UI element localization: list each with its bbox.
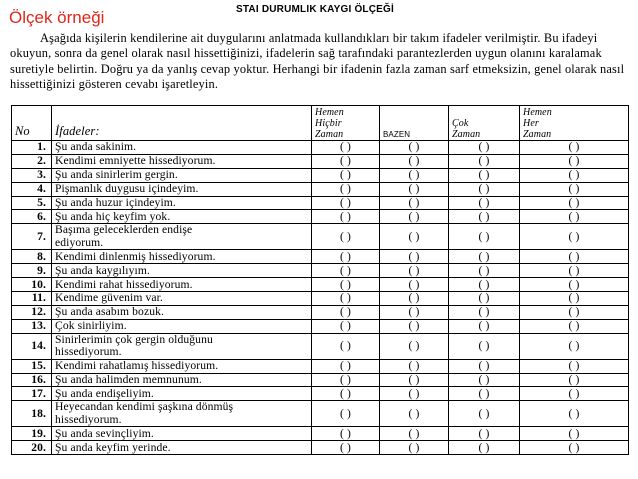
header-option-2 — [380, 106, 449, 141]
item-statement-line: Şu anda sakinim. — [55, 140, 137, 154]
table-row — [12, 210, 629, 224]
response-option-1[interactable]: ( ) — [312, 182, 380, 196]
response-option-1[interactable]: ( ) — [312, 305, 380, 319]
item-statement-line: Şu anda asabım bozuk. — [55, 305, 164, 319]
response-option-4[interactable]: ( ) — [520, 168, 629, 182]
document-title: STAI DURUMLIK KAYGI ÖLÇEĞİ — [236, 4, 394, 15]
item-statement-line: Heyecandan kendimi şaşkına dönmüş — [55, 400, 234, 414]
table-row — [12, 278, 629, 292]
table-row — [12, 441, 629, 455]
item-number: 14. — [12, 333, 52, 359]
response-option-1[interactable]: ( ) — [312, 333, 380, 359]
item-statement — [52, 196, 312, 210]
item-statement — [52, 250, 312, 264]
table-row — [12, 359, 629, 373]
item-number: 5. — [12, 196, 52, 210]
table-row — [12, 387, 629, 401]
item-statement — [52, 427, 312, 441]
response-option-4[interactable]: ( ) — [520, 401, 629, 427]
item-number: 18. — [12, 401, 52, 427]
table-row — [12, 154, 629, 168]
response-option-1[interactable]: ( ) — [312, 196, 380, 210]
item-number: 1. — [12, 141, 52, 155]
response-option-4[interactable]: ( ) — [520, 373, 629, 387]
response-option-4[interactable]: ( ) — [520, 305, 629, 319]
item-number: 3. — [12, 168, 52, 182]
slide-title: Ölçek örneği — [9, 8, 105, 27]
item-statement-line: Sinirlerimin çok gergin olduğunu — [55, 332, 213, 346]
item-statement-line: hissediyorum. — [55, 345, 122, 359]
response-option-3[interactable]: ( ) — [449, 210, 520, 224]
response-option-3[interactable]: ( ) — [449, 387, 520, 401]
item-statement-line: hissediyorum. — [55, 412, 122, 426]
response-option-1[interactable]: ( ) — [312, 359, 380, 373]
item-number: 4. — [12, 182, 52, 196]
response-option-1[interactable]: ( ) — [312, 292, 380, 306]
response-option-2[interactable]: ( ) — [380, 154, 449, 168]
item-statement — [52, 305, 312, 319]
response-option-1[interactable]: ( ) — [312, 441, 380, 455]
item-statement — [52, 224, 312, 250]
item-statement-line: Şu anda hiç keyfim yok. — [55, 209, 171, 223]
response-option-3[interactable]: ( ) — [449, 373, 520, 387]
response-option-2[interactable]: ( ) — [380, 278, 449, 292]
item-number: 19. — [12, 427, 52, 441]
item-statement — [52, 387, 312, 401]
table-row — [12, 182, 629, 196]
item-statement-line: Şu anda huzur içindeyim. — [55, 196, 176, 209]
item-statement-line: Şu anda sinirlerim gergin. — [55, 168, 178, 182]
item-number: 20. — [12, 441, 52, 455]
response-option-1[interactable]: ( ) — [312, 373, 380, 387]
response-option-3[interactable]: ( ) — [449, 154, 520, 168]
response-option-3[interactable]: ( ) — [449, 427, 520, 441]
response-option-2[interactable]: ( ) — [380, 264, 449, 278]
response-option-3[interactable]: ( ) — [449, 359, 520, 373]
header-option-1 — [312, 106, 380, 141]
response-option-3[interactable]: ( ) — [449, 441, 520, 455]
response-option-2[interactable]: ( ) — [380, 250, 449, 264]
response-option-1[interactable]: ( ) — [312, 210, 380, 224]
response-option-3[interactable]: ( ) — [449, 319, 520, 333]
response-option-2[interactable]: ( ) — [380, 441, 449, 455]
response-option-2[interactable]: ( ) — [380, 141, 449, 155]
response-option-4[interactable]: ( ) — [520, 333, 629, 359]
response-option-2[interactable]: ( ) — [380, 401, 449, 427]
response-option-1[interactable]: ( ) — [312, 278, 380, 292]
item-statement — [52, 292, 312, 306]
item-statement-line: Kendimi rahatlamış hissediyorum. — [55, 359, 219, 373]
response-option-4[interactable]: ( ) — [520, 387, 629, 401]
response-option-4[interactable]: ( ) — [520, 141, 629, 155]
response-option-2[interactable]: ( ) — [380, 427, 449, 441]
response-option-4[interactable]: ( ) — [520, 182, 629, 196]
header-option-3 — [449, 106, 520, 141]
response-option-2[interactable]: ( ) — [380, 196, 449, 210]
header-option-line: Zaman — [523, 129, 552, 140]
response-option-2[interactable]: ( ) — [380, 333, 449, 359]
response-option-4[interactable]: ( ) — [520, 196, 629, 210]
response-option-4[interactable]: ( ) — [520, 441, 629, 455]
response-option-4[interactable]: ( ) — [520, 292, 629, 306]
table-row — [12, 292, 629, 306]
response-option-1[interactable]: ( ) — [312, 141, 380, 155]
item-number: 8. — [12, 250, 52, 264]
item-statement — [52, 141, 312, 155]
item-statement — [52, 168, 312, 182]
response-option-3[interactable]: ( ) — [449, 141, 520, 155]
table-body — [12, 141, 629, 455]
response-option-4[interactable]: ( ) — [520, 154, 629, 168]
item-number: 15. — [12, 359, 52, 373]
table-row — [12, 333, 629, 359]
response-option-1[interactable]: ( ) — [312, 401, 380, 427]
response-option-1[interactable]: ( ) — [312, 168, 380, 182]
header-option-line: Hiçbir — [315, 118, 342, 129]
response-option-1[interactable]: ( ) — [312, 250, 380, 264]
item-statement — [52, 373, 312, 387]
response-option-1[interactable]: ( ) — [312, 154, 380, 168]
item-statement-line: Kendimi dinlenmiş hissediyorum. — [55, 249, 216, 263]
table-row — [12, 141, 629, 155]
response-option-2[interactable]: ( ) — [380, 319, 449, 333]
item-statement-line: Şu anda endişeliyim. — [55, 386, 154, 400]
item-statement — [52, 264, 312, 278]
item-statement — [52, 333, 312, 359]
response-option-4[interactable]: ( ) — [520, 427, 629, 441]
item-number: 12. — [12, 305, 52, 319]
response-option-4[interactable]: ( ) — [520, 319, 629, 333]
item-number: 11. — [12, 292, 52, 306]
response-option-3[interactable]: ( ) — [449, 333, 520, 359]
item-statement-line: ediyorum. — [55, 235, 104, 249]
header-option-line: BAZEN — [383, 130, 411, 139]
header-option-line: Zaman — [452, 129, 481, 140]
response-option-3[interactable]: ( ) — [449, 305, 520, 319]
item-number: 17. — [12, 387, 52, 401]
response-option-4[interactable]: ( ) — [520, 224, 629, 250]
header-option-line: Her — [523, 118, 539, 129]
response-option-3[interactable]: ( ) — [449, 168, 520, 182]
response-option-3[interactable]: ( ) — [449, 401, 520, 427]
item-statement-line: Şu anda halimden memnunum. — [55, 373, 202, 387]
item-statement — [52, 278, 312, 292]
item-statement-line: Şu anda keyfim yerinde. — [55, 440, 171, 454]
response-option-4[interactable]: ( ) — [520, 264, 629, 278]
response-option-1[interactable]: ( ) — [312, 427, 380, 441]
response-option-3[interactable]: ( ) — [449, 264, 520, 278]
response-option-2[interactable]: ( ) — [380, 387, 449, 401]
response-option-2[interactable]: ( ) — [380, 182, 449, 196]
header-item: İfadeler: — [52, 106, 312, 141]
response-option-4[interactable]: ( ) — [520, 278, 629, 292]
response-option-2[interactable]: ( ) — [380, 305, 449, 319]
response-option-1[interactable]: ( ) — [312, 224, 380, 250]
response-option-3[interactable]: ( ) — [449, 278, 520, 292]
response-option-4[interactable]: ( ) — [520, 210, 629, 224]
table-row — [12, 168, 629, 182]
item-statement-line: Kendimi emniyette hissediyorum. — [55, 154, 216, 168]
response-option-2[interactable]: ( ) — [380, 373, 449, 387]
table-header-row — [12, 106, 629, 141]
table-row — [12, 264, 629, 278]
header-option-line: Hemen — [523, 107, 552, 118]
instructions-text: Aşağıda kişilerin kendilerine ait duygularını anlatmada kullandıkları bir takım ifadeler verilmiştir. Bu ifadeyi okuyun, sonra da genel olarak nasıl hissettiğinizi, ifadelerin sağ tarafındaki parantezlerden uygun olanını karalamak suretiyle belirtin. Doğru ya da yanlış cevap yoktur. Herhangi bir ifadenin fazla zaman sarf etmeksizin, genel olarak nasıl hissettiğinizi gösteren cevabı işaretleyin. — [10, 31, 625, 91]
table-row — [12, 305, 629, 319]
response-option-3[interactable]: ( ) — [449, 196, 520, 210]
item-statement-line: Şu anda kaygılıyım. — [55, 263, 150, 277]
response-option-1[interactable]: ( ) — [312, 264, 380, 278]
item-number: 13. — [12, 319, 52, 333]
item-statement — [52, 319, 312, 333]
item-number: 16. — [12, 373, 52, 387]
table-row — [12, 250, 629, 264]
item-statement-line: Şu anda sevinçliyim. — [55, 426, 154, 440]
item-statement — [52, 154, 312, 168]
response-option-2[interactable]: ( ) — [380, 359, 449, 373]
response-option-1[interactable]: ( ) — [312, 319, 380, 333]
item-number: 9. — [12, 264, 52, 278]
response-option-2[interactable]: ( ) — [380, 210, 449, 224]
response-option-2[interactable]: ( ) — [380, 168, 449, 182]
instructions — [10, 31, 628, 92]
response-option-4[interactable]: ( ) — [520, 250, 629, 264]
scale-table — [11, 105, 629, 455]
response-option-2[interactable]: ( ) — [380, 292, 449, 306]
header-option-line: Zaman — [315, 129, 344, 140]
response-option-2[interactable]: ( ) — [380, 224, 449, 250]
item-statement — [52, 359, 312, 373]
item-statement — [52, 441, 312, 455]
item-statement — [52, 182, 312, 196]
item-statement-line: Çok sinirliyim. — [55, 319, 127, 333]
table-row — [12, 427, 629, 441]
item-number: 7. — [12, 224, 52, 250]
response-option-3[interactable]: ( ) — [449, 182, 520, 196]
table-row — [12, 224, 629, 250]
response-option-3[interactable]: ( ) — [449, 292, 520, 306]
item-number: 6. — [12, 210, 52, 224]
response-option-3[interactable]: ( ) — [449, 224, 520, 250]
response-option-3[interactable]: ( ) — [449, 250, 520, 264]
item-statement — [52, 210, 312, 224]
header-option-line: Hemen — [315, 107, 344, 118]
table-row — [12, 401, 629, 427]
item-number: 2. — [12, 154, 52, 168]
item-statement-line: Başıma geleceklerden endişe — [55, 223, 193, 237]
item-statement-line: Kendime güvenim var. — [55, 291, 163, 305]
response-option-1[interactable]: ( ) — [312, 387, 380, 401]
item-number: 10. — [12, 278, 52, 292]
header-option-4 — [520, 106, 629, 141]
table-row — [12, 319, 629, 333]
table-row — [12, 373, 629, 387]
item-statement-line: Pişmanlık duygusu içindeyim. — [55, 182, 199, 196]
item-statement — [52, 401, 312, 427]
header-option-line: Çok — [452, 118, 469, 129]
table-row — [12, 196, 629, 210]
item-statement-line: Kendimi rahat hissediyorum. — [55, 277, 193, 291]
header-no: No — [12, 106, 52, 141]
response-option-4[interactable]: ( ) — [520, 359, 629, 373]
